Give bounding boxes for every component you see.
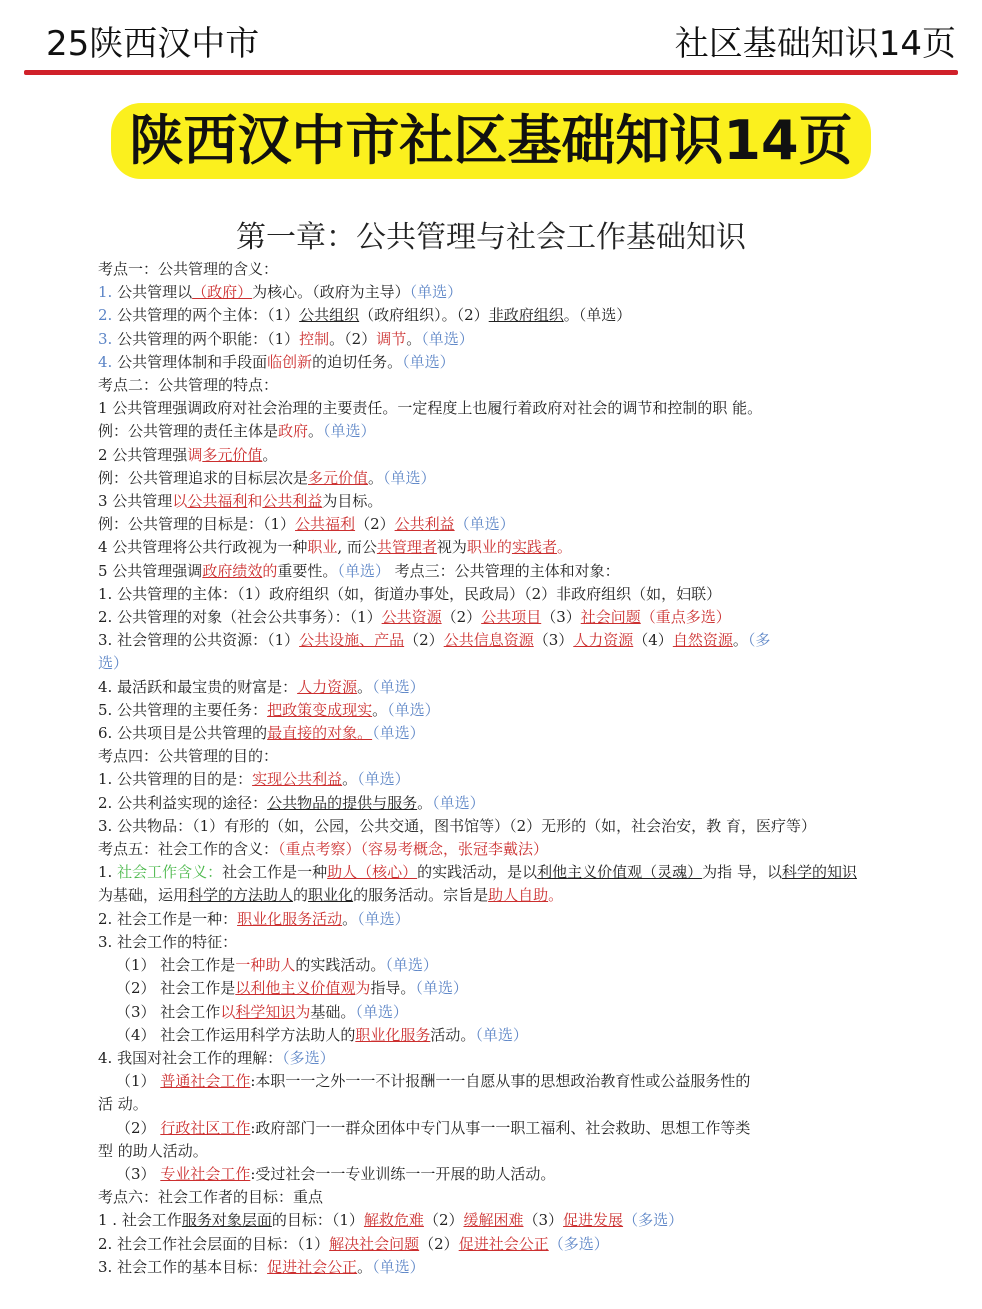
text-segment: 例：公共管理的责任主体是: [98, 422, 279, 441]
text-segment: （单选）: [383, 468, 436, 487]
text-segment: 调: [187, 445, 203, 464]
text-segment: （3） 社会工作: [116, 1002, 221, 1021]
text-segment: 1.: [98, 283, 118, 302]
text-segment: 考点一：公共管理的含义：: [98, 260, 279, 278]
text-segment: （2）: [441, 608, 482, 627]
text-segment: 。: [342, 909, 358, 928]
text-segment: 考点六：社会工作者的目标：重点: [98, 1188, 324, 1207]
text-segment: 公共管理的两个主体：（1）: [117, 306, 300, 325]
text-segment: 科学知识: [235, 1002, 296, 1021]
text-segment: 助人（核心）: [327, 863, 418, 882]
text-segment: 人力资源: [297, 677, 358, 696]
text-segment: （政府）: [192, 283, 253, 302]
text-line: [98, 1256, 858, 1279]
text-segment: 指导。: [370, 979, 416, 998]
text-segment: 缓解困难: [463, 1211, 524, 1230]
text-segment: 为核心。（政府为主导）: [252, 283, 410, 302]
text-segment: （2）: [423, 1211, 464, 1230]
text-segment: （单选）: [432, 793, 485, 812]
text-segment: 科学的方法助人: [188, 886, 294, 905]
document-body: [98, 258, 858, 1279]
text-segment: 4 公共管理将公共行政视为一种: [98, 538, 308, 557]
text-segment: 6. 公共项目是公共管理的: [98, 724, 268, 743]
text-segment: 重要性。: [277, 561, 338, 580]
text-segment: 公共利益: [394, 515, 455, 534]
text-segment: 1 . 社会工作: [98, 1211, 182, 1230]
text-segment: 基础。: [310, 1002, 356, 1021]
text-segment: 公共利益: [262, 492, 323, 511]
text-segment: :政府部门一一群众团体中专门从事一一职工福利、社会救助、思想工作等类: [250, 1118, 751, 1137]
text-segment: 为指 导，以: [702, 863, 782, 882]
text-segment: （重点考察）（容易考概念，张冠李戴法）: [278, 840, 549, 859]
text-segment: 1. 公共管理的主体：（1）政府组织（如，街道办事处，民政局）（2）非政府组织（如，妇联）: [98, 584, 722, 603]
text-segment: 为: [355, 979, 371, 998]
text-segment: :受过社会一一专业训练一一开展的助人活动。: [250, 1164, 556, 1183]
text-segment: 调节: [376, 329, 407, 348]
text-segment: 3. 社会工作的特征：: [98, 932, 238, 951]
text-segment: 的: [293, 886, 309, 905]
text-segment: 服务对象层面: [181, 1211, 272, 1230]
text-segment: 社会问题: [580, 608, 641, 627]
text-line: [98, 768, 858, 791]
text-segment: （单选）: [385, 956, 438, 975]
text-line: [98, 861, 858, 907]
text-segment: 2. 公共利益实现的途径：: [98, 793, 268, 812]
text-segment: （1） 社会工作是: [116, 956, 236, 975]
text-segment: 和: [247, 492, 263, 511]
text-line: [98, 490, 858, 513]
text-segment: 。: [556, 538, 572, 557]
text-segment: 最直接的对象。: [267, 724, 373, 743]
text-segment: 公共资源: [381, 608, 442, 627]
text-segment: （单选）: [357, 909, 410, 928]
text-segment: 。（单选）: [563, 306, 632, 325]
text-segment: 公共项目: [481, 608, 542, 627]
text-segment: 。: [357, 677, 373, 696]
text-line: [98, 351, 858, 374]
text-segment: （单选）: [409, 283, 463, 302]
text-line: [98, 304, 858, 327]
text-segment: 。: [357, 1257, 373, 1276]
text-segment: 3. 社会工作的基本目标：: [98, 1257, 268, 1276]
text-segment: 2 公共管理强: [98, 445, 188, 464]
text-line: [98, 1070, 858, 1093]
text-segment: （多: [747, 631, 771, 650]
text-segment: （单选）: [454, 515, 515, 534]
text-segment: 。: [732, 631, 748, 650]
text-line: [98, 258, 858, 281]
text-line: [98, 676, 858, 699]
text-segment: （4）: [633, 631, 673, 650]
text-segment: （单选）: [421, 329, 474, 348]
text-segment: 。: [372, 700, 388, 719]
text-segment: 。: [262, 445, 278, 464]
text-segment: （单选）: [337, 561, 390, 580]
text-segment: 。（2）: [329, 329, 377, 348]
text-segment: 促进发展: [563, 1211, 624, 1230]
text-segment: :本职一一之外一一不计报酬一一自愿从事的思想政治教育性或公益服务性的: [250, 1072, 751, 1091]
text-segment: 政府: [278, 422, 309, 441]
text-segment: （重点多选）: [640, 608, 731, 627]
text-segment: （2）: [116, 1118, 161, 1137]
text-segment: （2）: [419, 1234, 459, 1253]
text-segment: 1.: [98, 863, 118, 882]
text-segment: 4. 最活跃和最宝贵的财富是：: [98, 677, 298, 696]
text-segment: 公共物品的提供与服务: [267, 793, 418, 812]
text-segment: 职业化服务活动: [237, 909, 343, 928]
text-segment: 例：公共管理的目标是：（1）: [98, 515, 296, 534]
text-line: [98, 1093, 858, 1116]
text-segment: 促进社会公正: [267, 1257, 358, 1276]
text-segment: （2）: [404, 631, 444, 650]
text-segment: 临创新: [267, 352, 313, 371]
text-segment: （单选）: [415, 979, 468, 998]
text-segment: 的迫切任务。: [312, 352, 403, 371]
text-segment: 。: [548, 886, 564, 905]
text-line: [98, 281, 858, 304]
text-segment: 以利他主义价值观: [235, 979, 356, 998]
text-segment: 的目标：（1）: [271, 1211, 364, 1230]
text-segment: 为基础，运用: [98, 886, 189, 905]
text-segment: 1 公共管理强调政府对社会治理的主要责任。一定程度上也履行着政府对社会的调节和控制的职 能。: [98, 399, 763, 418]
text-line: [98, 1140, 858, 1163]
text-segment: （政府组织）。（2）: [359, 306, 489, 325]
text-line: [98, 838, 858, 861]
text-segment: 为: [295, 1002, 311, 1021]
text-line: [98, 513, 858, 536]
text-segment: （单选）: [475, 1025, 528, 1044]
text-line: [98, 1047, 858, 1070]
text-segment: 实践者: [511, 538, 557, 557]
text-segment: , 而公: [337, 538, 377, 557]
text-segment: 多元价值: [202, 445, 263, 464]
text-segment: 社会工作是一种: [222, 863, 328, 882]
text-segment: （多选）: [282, 1048, 335, 1067]
text-segment: 非政府组织: [488, 306, 564, 325]
text-segment: （单选）: [387, 700, 440, 719]
text-segment: 公共福利: [187, 492, 248, 511]
text-segment: 解决社会问题: [329, 1234, 420, 1253]
text-segment: 一种助人: [235, 956, 296, 975]
text-segment: 实现公共利益: [252, 770, 343, 789]
text-segment: 利他主义价值观（灵魂）: [537, 863, 703, 882]
text-segment: 的实践活动，是以: [417, 863, 538, 882]
text-line: [98, 1024, 858, 1047]
text-line: [98, 954, 858, 977]
text-line: [98, 977, 858, 1000]
text-segment: 职业化: [308, 886, 354, 905]
header-divider: [24, 70, 958, 75]
text-segment: （单选）: [323, 422, 376, 441]
text-segment: 考点五：社会工作的含义：: [98, 840, 279, 859]
text-segment: 3 公共管理: [98, 492, 173, 511]
text-segment: 公共福利: [295, 515, 356, 534]
text-segment: 助人自助: [488, 886, 549, 905]
text-segment: 型 的助人活动。: [98, 1141, 208, 1160]
text-segment: 职业化服务: [355, 1025, 431, 1044]
text-line: [98, 1209, 858, 1232]
text-segment: 控制: [299, 329, 330, 348]
text-segment: （3）: [541, 608, 581, 627]
text-line: [98, 629, 858, 652]
text-segment: 专业社会工作: [160, 1164, 251, 1183]
text-segment: 。: [368, 468, 384, 487]
text-line: [98, 931, 858, 954]
text-segment: 自然资源: [672, 631, 733, 650]
text-line: [98, 606, 858, 629]
text-segment: 的服务活动。宗旨是: [353, 886, 489, 905]
text-segment: 例：公共管理追求的目标层次是: [98, 468, 309, 487]
text-segment: （单选）: [372, 1257, 425, 1276]
text-segment: 人力资源: [573, 631, 634, 650]
text-segment: 5. 公共管理的主要任务：: [98, 700, 268, 719]
text-segment: 4. 我国对社会工作的理解：: [98, 1048, 283, 1067]
text-segment: 3. 社会管理的公共资源：（1）: [98, 631, 300, 650]
text-segment: 共管理者: [376, 538, 437, 557]
text-line: [98, 536, 858, 559]
text-line: [98, 1001, 858, 1024]
text-line: [98, 583, 858, 606]
text-line: [98, 328, 858, 351]
text-segment: 解救危难: [363, 1211, 424, 1230]
text-segment: 公共管理以: [117, 283, 193, 302]
text-segment: 职业的: [466, 538, 512, 557]
text-line: [98, 1163, 858, 1186]
header-region-label: 25陕西汉中市: [46, 24, 260, 64]
text-segment: 活 动。: [98, 1095, 148, 1114]
text-line: [98, 467, 858, 490]
text-segment: 5 公共管理强调: [98, 561, 203, 580]
text-segment: 的: [262, 561, 278, 580]
text-segment: 。: [342, 770, 358, 789]
text-segment: 多元价值: [308, 468, 369, 487]
text-line: [98, 1117, 858, 1140]
text-segment: （3）: [533, 631, 574, 650]
text-segment: 3. 公共物品：（1）有形的（如，公园，公共交通，图书馆等）（2）无形的（如，社会治安，教 育，医疗等）: [98, 816, 816, 835]
text-line: [98, 908, 858, 931]
title-banner: [0, 103, 982, 179]
text-segment: 3.: [98, 329, 118, 348]
text-line: [98, 420, 858, 443]
text-segment: 视为: [436, 538, 467, 557]
text-line: [98, 652, 858, 675]
text-segment: 。: [406, 329, 422, 348]
text-line: [98, 397, 858, 420]
text-segment: 以: [172, 492, 188, 511]
banner-title: 陕西汉中市社区基础知识14页: [111, 103, 870, 179]
text-segment: （单选）: [357, 770, 410, 789]
text-line: [98, 374, 858, 397]
text-segment: 。: [417, 793, 433, 812]
text-segment: 的实践活动。: [295, 956, 386, 975]
header-doc-label: 社区基础知识14页: [674, 24, 956, 64]
text-line: [98, 792, 858, 815]
text-line: [98, 1186, 858, 1209]
text-segment: 科学的知识: [781, 863, 857, 882]
text-segment: 公共管理体制和手段面: [117, 352, 268, 371]
text-segment: 职业: [307, 538, 338, 557]
text-segment: 2. 公共管理的对象（社会公共事务）：（1）: [98, 608, 382, 627]
text-segment: 1. 公共管理的目的是：: [98, 770, 253, 789]
text-segment: 2.: [98, 306, 118, 325]
text-segment: （4） 社会工作运用科学方法助人的: [116, 1025, 356, 1044]
page-header: [0, 0, 982, 80]
text-segment: 公共管理的两个职能：（1）: [117, 329, 300, 348]
text-segment: 把政策变成现实: [267, 700, 373, 719]
text-segment: 选）: [98, 654, 129, 673]
text-line: [98, 699, 858, 722]
text-segment: （3）: [116, 1164, 161, 1183]
text-segment: （2） 社会工作是: [116, 979, 236, 998]
text-segment: 。: [308, 422, 324, 441]
text-segment: （多选）: [623, 1211, 684, 1230]
text-segment: 公共组织: [299, 306, 360, 325]
text-line: [98, 444, 858, 467]
text-segment: （单选）: [355, 1002, 408, 1021]
text-segment: （3）: [523, 1211, 564, 1230]
text-segment: 活动。: [430, 1025, 476, 1044]
text-segment: 促进社会公正: [458, 1234, 549, 1253]
chapter-title: 第一章：公共管理与社会工作基础知识: [236, 220, 746, 255]
text-segment: 普通社会工作: [160, 1072, 251, 1091]
text-segment: （单选）: [372, 724, 425, 743]
text-line: [98, 560, 858, 583]
text-line: [98, 745, 858, 768]
text-line: [98, 1233, 858, 1256]
text-segment: 2. 社会工作社会层面的目标：（1）: [98, 1234, 330, 1253]
text-segment: （单选）: [372, 677, 425, 696]
text-segment: 考点二：公共管理的特点：: [98, 376, 279, 395]
text-segment: 为目标。: [322, 492, 383, 511]
text-segment: 社会工作含义：: [117, 863, 223, 882]
text-segment: 考点四：公共管理的目的：: [98, 747, 279, 766]
text-segment: （单选）: [402, 352, 455, 371]
text-segment: （1）: [116, 1072, 161, 1091]
text-line: [98, 815, 858, 838]
text-segment: 政府绩效: [202, 561, 263, 580]
text-segment: 考点三：公共管理的主体和对象：: [389, 561, 620, 580]
text-segment: 以: [220, 1002, 236, 1021]
text-segment: （2）: [355, 515, 395, 534]
text-segment: 4.: [98, 352, 118, 371]
text-segment: 公共设施、产品: [299, 631, 405, 650]
text-segment: 公共信息资源: [443, 631, 534, 650]
text-segment: 2. 社会工作是一种：: [98, 909, 238, 928]
text-segment: 行政社区工作: [160, 1118, 251, 1137]
text-segment: （多选）: [548, 1234, 609, 1253]
text-line: [98, 722, 858, 745]
